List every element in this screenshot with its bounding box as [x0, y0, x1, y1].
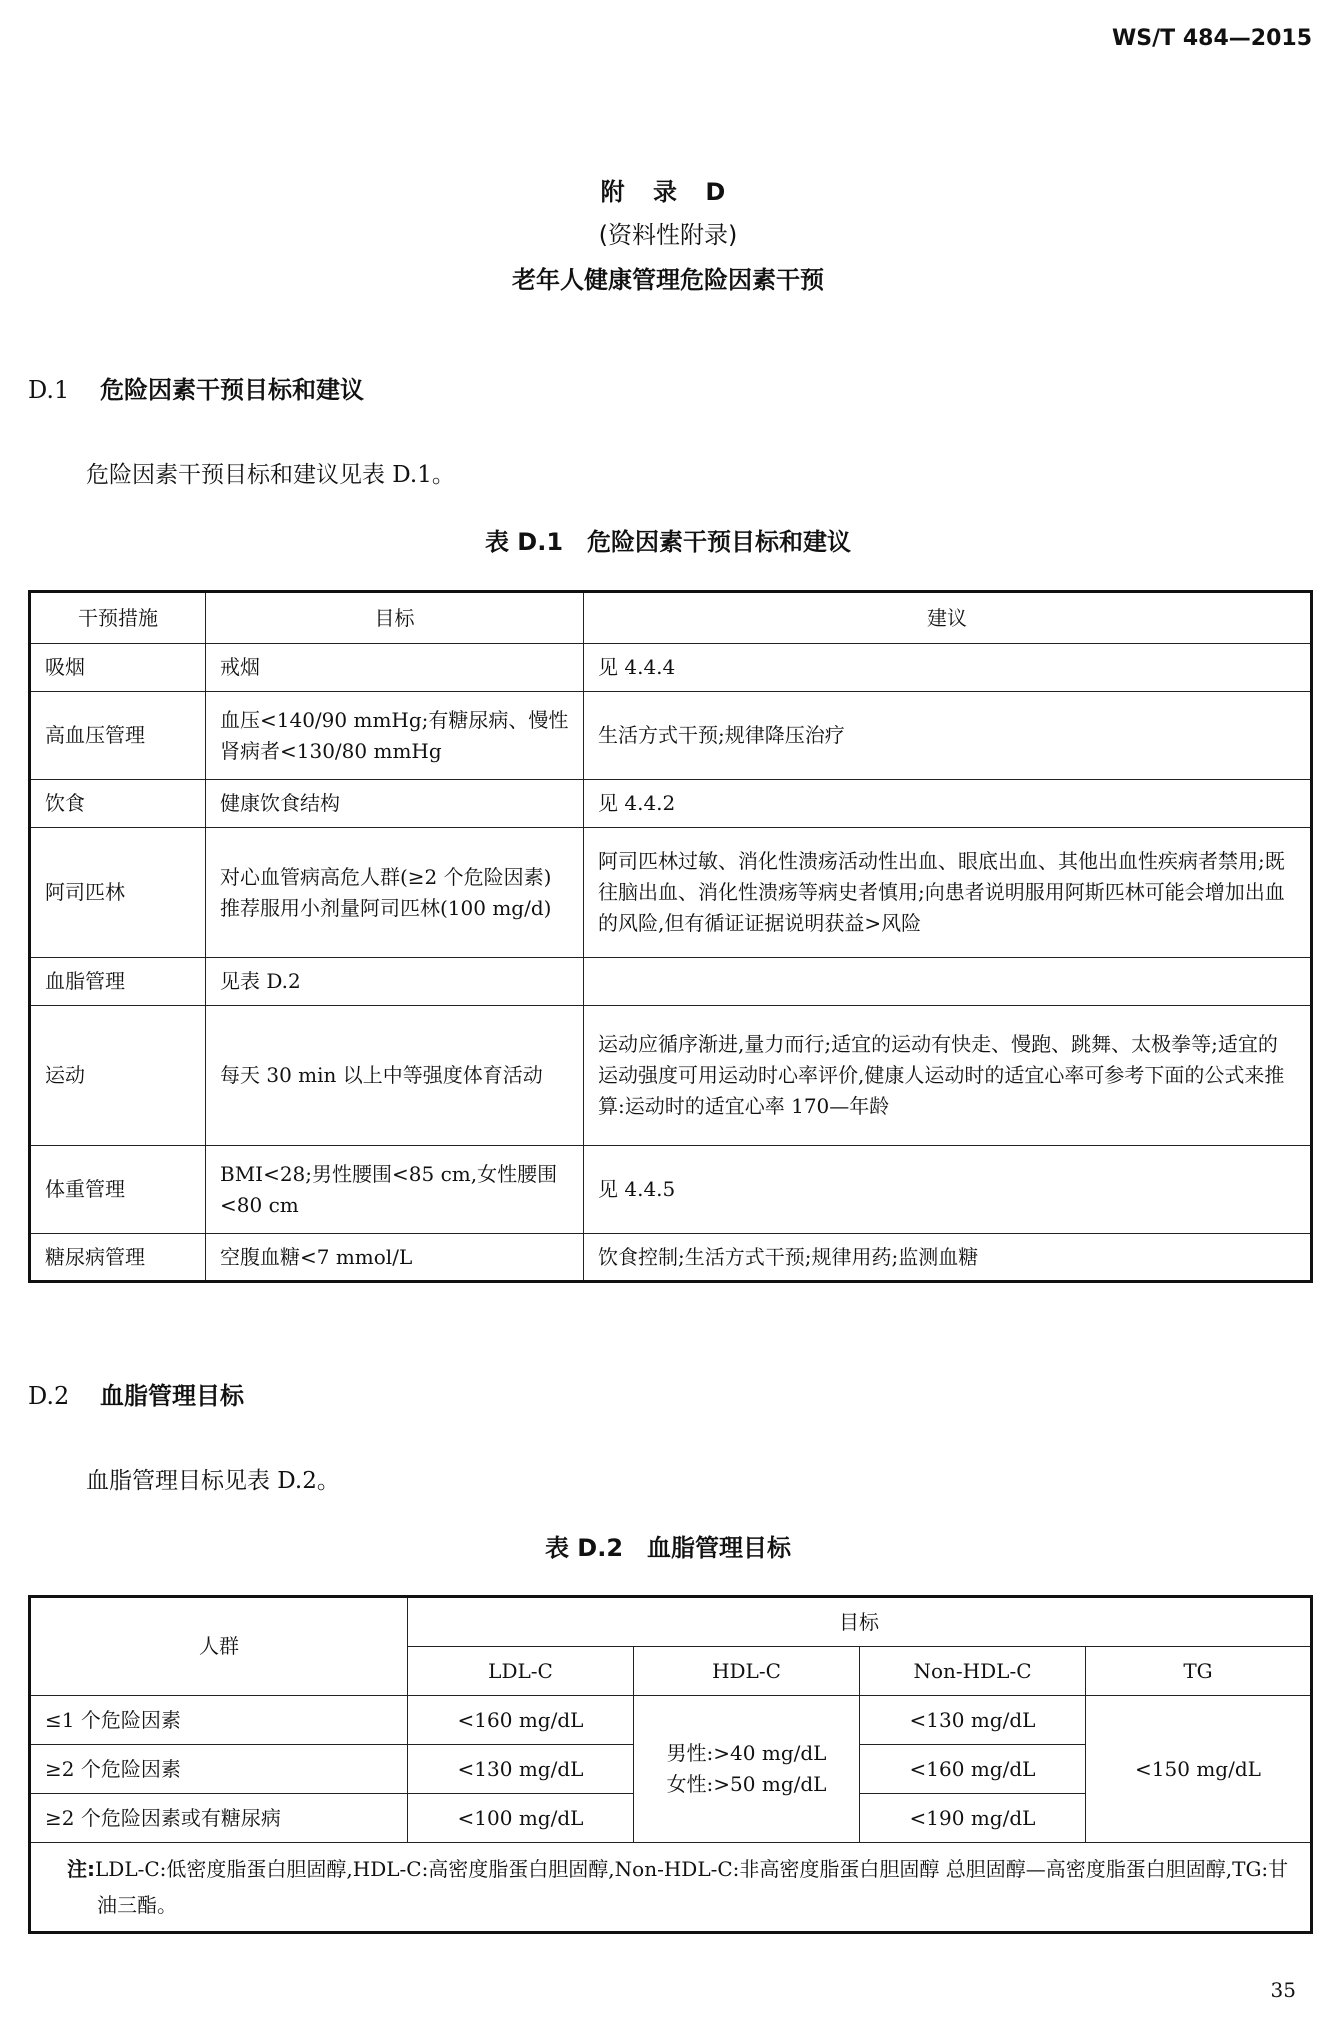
- section-paragraph: 危险因素干预目标和建议见表 D.1。: [86, 462, 455, 488]
- table-cell: 见 4.4.5: [584, 1146, 1312, 1234]
- table-cell: [584, 958, 1312, 1006]
- table-row: [30, 644, 1312, 692]
- table-note: [30, 1843, 1312, 1933]
- annex-label: 附 录 D: [600, 178, 736, 206]
- annex-type: (资料性附录): [598, 221, 738, 249]
- table-row: [30, 1006, 1312, 1146]
- table-header-cell: Non-HDL-C: [860, 1647, 1086, 1696]
- table-caption-title: 危险因素干预目标和建议: [587, 528, 852, 556]
- table-cell: 吸烟: [30, 644, 206, 692]
- table-cell: 见表 D.2: [206, 958, 584, 1006]
- table-header-cell: 目标: [408, 1597, 1312, 1647]
- section-title: 血脂管理目标: [100, 1382, 244, 1410]
- section-title: 危险因素干预目标和建议: [100, 376, 364, 404]
- table-cell: <160 mg/dL: [408, 1696, 634, 1745]
- table-row: [30, 780, 1312, 828]
- section-heading-d2: [28, 1376, 244, 1411]
- table-cell: 血脂管理: [30, 958, 206, 1006]
- table-header-cell: HDL-C: [634, 1647, 860, 1696]
- table-row: [30, 828, 1312, 958]
- section-paragraph: 血脂管理目标见表 D.2。: [86, 1468, 340, 1494]
- table-header-cell: TG: [1086, 1647, 1312, 1696]
- table-cell: 高血压管理: [30, 692, 206, 780]
- table-caption-d1: [0, 522, 1336, 557]
- table-row: [30, 1696, 1312, 1745]
- lipid-target-table: [28, 1595, 1313, 1934]
- section-number: D.1: [28, 376, 70, 404]
- hdl-cell: [634, 1696, 860, 1843]
- note-text: LDL-C:低密度脂蛋白胆固醇,HDL-C:高密度脂蛋白胆固醇,Non-HDL-C:非高密度脂蛋白胆固醇 总胆固醇—高密度脂蛋白胆固醇,TG:甘油三酯。: [95, 1857, 1289, 1917]
- table-cell: <190 mg/dL: [860, 1794, 1086, 1843]
- table-row: [30, 1234, 1312, 1282]
- table-cell: 体重管理: [30, 1146, 206, 1234]
- table-cell: 阿司匹林: [30, 828, 206, 958]
- table-cell: ≤1 个危险因素: [30, 1696, 408, 1745]
- note-label: 注:: [67, 1857, 95, 1881]
- table-row: [30, 692, 1312, 780]
- table-caption-number: 表 D.1: [484, 528, 564, 556]
- table-header-row: [30, 1597, 1312, 1647]
- hdl-female: 女性:>50 mg/dL: [666, 1772, 827, 1796]
- risk-factor-table: [28, 590, 1313, 1283]
- table-header-cell: 干预措施: [30, 592, 206, 644]
- table-cell: 饮食控制;生活方式干预;规律用药;监测血糖: [584, 1234, 1312, 1282]
- table-cell: 饮食: [30, 780, 206, 828]
- table-cell: 运动应循序渐进,量力而行;适宜的运动有快走、慢跑、跳舞、太极拳等;适宜的运动强度可用运动时心率评价,健康人运动时的适宜心率可参考下面的公式来推算:运动时的适宜心率 170—年龄: [584, 1006, 1312, 1146]
- page-number: 35: [1270, 1978, 1296, 2002]
- table-cell: 运动: [30, 1006, 206, 1146]
- hdl-male: 男性:>40 mg/dL: [666, 1741, 827, 1765]
- annex-title: 老年人健康管理危险因素干预: [512, 266, 824, 294]
- table-cell: ≥2 个危险因素或有糖尿病: [30, 1794, 408, 1843]
- table-row: [30, 1146, 1312, 1234]
- table-caption-d2: [0, 1528, 1336, 1563]
- standard-code: WS/T 484—2015: [1112, 26, 1312, 51]
- table-cell: <130 mg/dL: [860, 1696, 1086, 1745]
- table-header-cell: LDL-C: [408, 1647, 634, 1696]
- table-cell: <100 mg/dL: [408, 1794, 634, 1843]
- table-header-cell: 人群: [30, 1597, 408, 1696]
- table-caption-title: 血脂管理目标: [647, 1534, 792, 1562]
- table-row: [30, 958, 1312, 1006]
- table-cell: 阿司匹林过敏、消化性溃疡活动性出血、眼底出血、其他出血性疾病者禁用;既往脑出血、消化性溃疡等病史者慎用;向患者说明服用阿斯匹林可能会增加出血的风险,但有循证证据说明获益>风险: [584, 828, 1312, 958]
- table-cell: <130 mg/dL: [408, 1745, 634, 1794]
- section-number: D.2: [28, 1382, 70, 1410]
- table-cell: 每天 30 min 以上中等强度体育活动: [206, 1006, 584, 1146]
- table-cell: ≥2 个危险因素: [30, 1745, 408, 1794]
- table-cell: 见 4.4.4: [584, 644, 1312, 692]
- table-cell: 健康饮食结构: [206, 780, 584, 828]
- table-cell: 见 4.4.2: [584, 780, 1312, 828]
- table-cell: 空腹血糖<7 mmol/L: [206, 1234, 584, 1282]
- table-caption-number: 表 D.2: [544, 1534, 624, 1562]
- table-cell: 糖尿病管理: [30, 1234, 206, 1282]
- tg-cell: <150 mg/dL: [1086, 1696, 1312, 1843]
- section-heading-d1: [28, 370, 364, 405]
- table-cell: BMI<28;男性腰围<85 cm,女性腰围<80 cm: [206, 1146, 584, 1234]
- table-header-cell: 建议: [584, 592, 1312, 644]
- table-header-cell: 目标: [206, 592, 584, 644]
- table-cell: 对心血管病高危人群(≥2 个危险因素)推荐服用小剂量阿司匹林(100 mg/d): [206, 828, 584, 958]
- table-note-row: [30, 1843, 1312, 1933]
- table-cell: 戒烟: [206, 644, 584, 692]
- table-cell: 生活方式干预;规律降压治疗: [584, 692, 1312, 780]
- table-cell: <160 mg/dL: [860, 1745, 1086, 1794]
- table-cell: 血压<140/90 mmHg;有糖尿病、慢性肾病者<130/80 mmHg: [206, 692, 584, 780]
- table-header-row: [30, 592, 1312, 644]
